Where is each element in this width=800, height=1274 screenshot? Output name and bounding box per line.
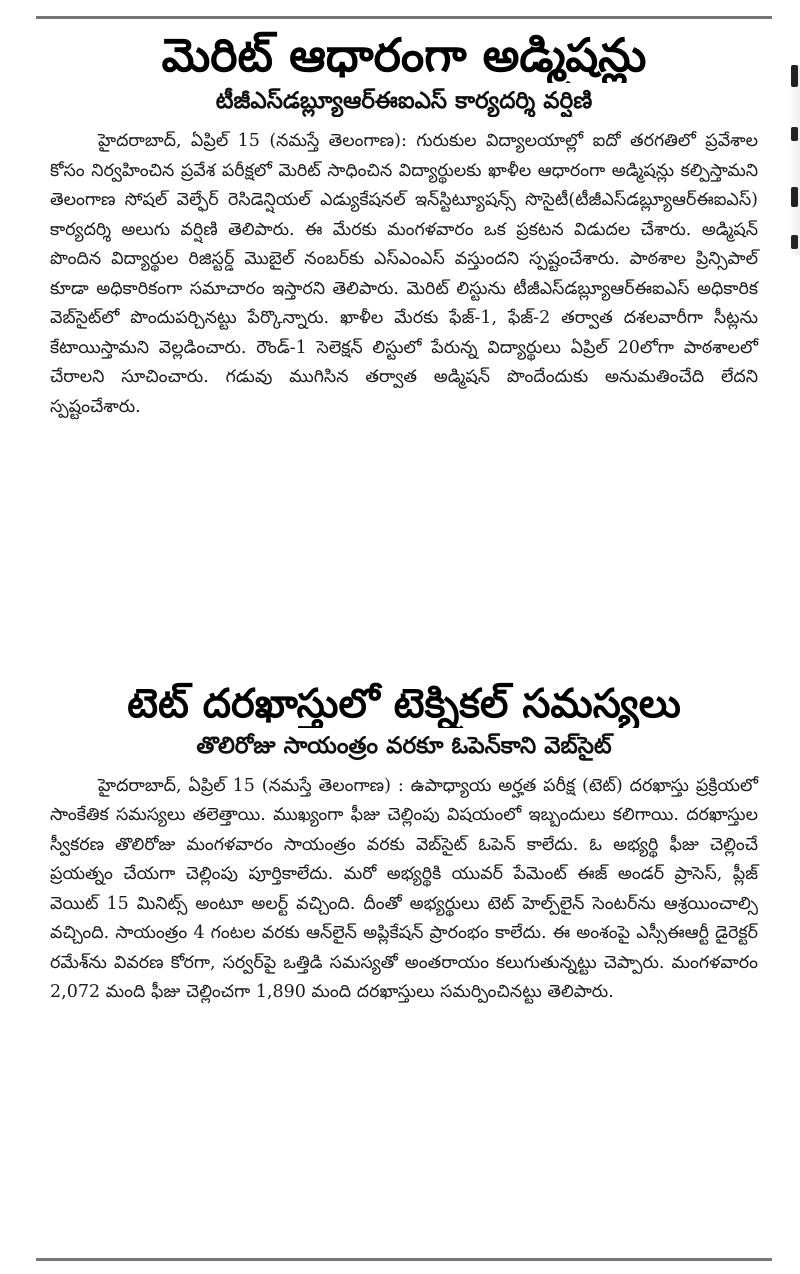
bottom-divider xyxy=(36,1258,772,1261)
article-tet-technical-issues xyxy=(50,680,758,1008)
article-body: హైదరాబాద్, ఏప్రిల్ 15 (నమస్తే తెలంగాణ) : ఉపాధ్యాయ అర్హత పరీక్ష (టెట్) దరఖాస్తు ప్రక్రియలో సాంకేతిక సమస్యలు తలెత్తాయి. ముఖ్యంగా ఫీజు చెల్లింపు విషయంలో ఇబ్బందులు కలిగాయి. దరఖాస్తుల స్వీకరణ తొలిరోజు మంగళవారం సాయంత్రం వరకు వెబ్‌సైట్ ఓపెన్ కాలేదు. ఓ అభ్యర్థి ఫీజు చెల్లించే ప్రయత్నం చేయగా చెల్లింపు పూర్తికాలేదు. మరో అభ్యర్థికి యువర్ పేమెంట్ ఈజ్ అండర్ ప్రాసెస్, ప్లీజ్ వెయిట్ 15 మినిట్స్ అంటూ అలర్ట్ వచ్చింది. దీంతో అభ్యర్థులు టెట్ హెల్ప్‌లైన్ సెంటర్‌ను ఆశ్రయించాల్సి వచ్చింది. సాయంత్రం 4 గంటల వరకు ఆన్‌లైన్ అప్లికేషన్ ప్రారంభం కాలేదు. ఈ అంశంపై ఎస్సీఈఆర్టీ డైరెక్టర్ రమేశ్‌ను వివరణ కోరగా, సర్వర్‌పై ఒత్తిడి సమస్యతో అంతరాయం కలుగుతున్నట్టు చెప్పారు. మంగళవారం 2,072 మంది ఫీజు చెల్లించగా 1,890 మంది దరఖాస్తులు సమర్పించినట్టు తెలిపారు. xyxy=(50,775,758,1003)
article-headline: టెట్ దరఖాస్తులో టెక్నికల్ సమస్యలు xyxy=(127,681,681,727)
article-headline: మెరిట్ ఆధారంగా అడ్మిషన్లు xyxy=(161,28,647,82)
article-subheadline: తొలిరోజు సాయంత్రం వరకూ ఓపెన్‌కాని వెబ్‌సైట్ xyxy=(196,733,612,759)
article-subheadline: టీజీఎస్‌డబ్ల్యూఆర్‌ఈఐఎస్ కార్యదర్శి వర్షిణి xyxy=(215,88,593,115)
article-merit-admissions xyxy=(50,28,758,422)
top-divider xyxy=(36,16,772,19)
adjacent-column-edge xyxy=(788,65,800,255)
article-body: హైదరాబాద్, ఏప్రిల్ 15 (నమస్తే తెలంగాణ): గురుకుల విద్యాలయాల్లో ఐదో తరగతిలో ప్రవేశాల కోసం నిర్వహించిన ప్రవేశ పరీక్షలో మెరిట్ సాధించిన విద్యార్థులకు ఖాళీల ఆధారంగా అడ్మిషన్లు కల్పిస్తామని తెలంగాణ సోషల్ వెల్ఫేర్ రెసిడెన్షియల్ ఎడ్యుకేషనల్ ఇన్‌స్టిట్యూషన్స్ సొసైటీ(టీజీఎస్‌డబ్ల్యూఆర్‌ఈఐఎస్) కార్యదర్శి అలుగు వర్షిణి తెలిపారు. ఈ మేరకు మంగళవారం ఒక ప్రకటన విడుదల చేశారు. అడ్మిషన్ పొందిన విద్యార్థుల రిజిస్టర్డ్ మొబైల్ నంబర్‌కు ఎస్‌ఎంఎస్ వస్తుందని స్పష్టంచేశారు. పాఠశాల ప్రిన్సిపాల్ కూడా అధికారికంగా సమాచారం ఇస్తారని తెలిపారు. మెరిట్ లిస్టును టీజీఎస్‌డబ్ల్యూఆర్‌ఈఐఎస్ అధికారిక వెబ్‌సైట్‌లో పొందుపర్చినట్టు పేర్కొన్నారు. ఖాళీల మేరకు ఫేజ్-1, ఫేజ్-2 తర్వాత దశలవారీగా సీట్లను కేటాయిస్తామని వెల్లడించారు. రౌండ్-1 సెలెక్షన్ లిస్టులో పేరున్న విద్యార్థులు ఏప్రిల్ 20లోగా పాఠశాలలో చేరాలని సూచించారు. గడువు ముగిసిన తర్వాత అడ్మిషన్ పొందేందుకు అనుమతించేది లేదని స్పష్టంచేశారు. xyxy=(50,131,758,417)
